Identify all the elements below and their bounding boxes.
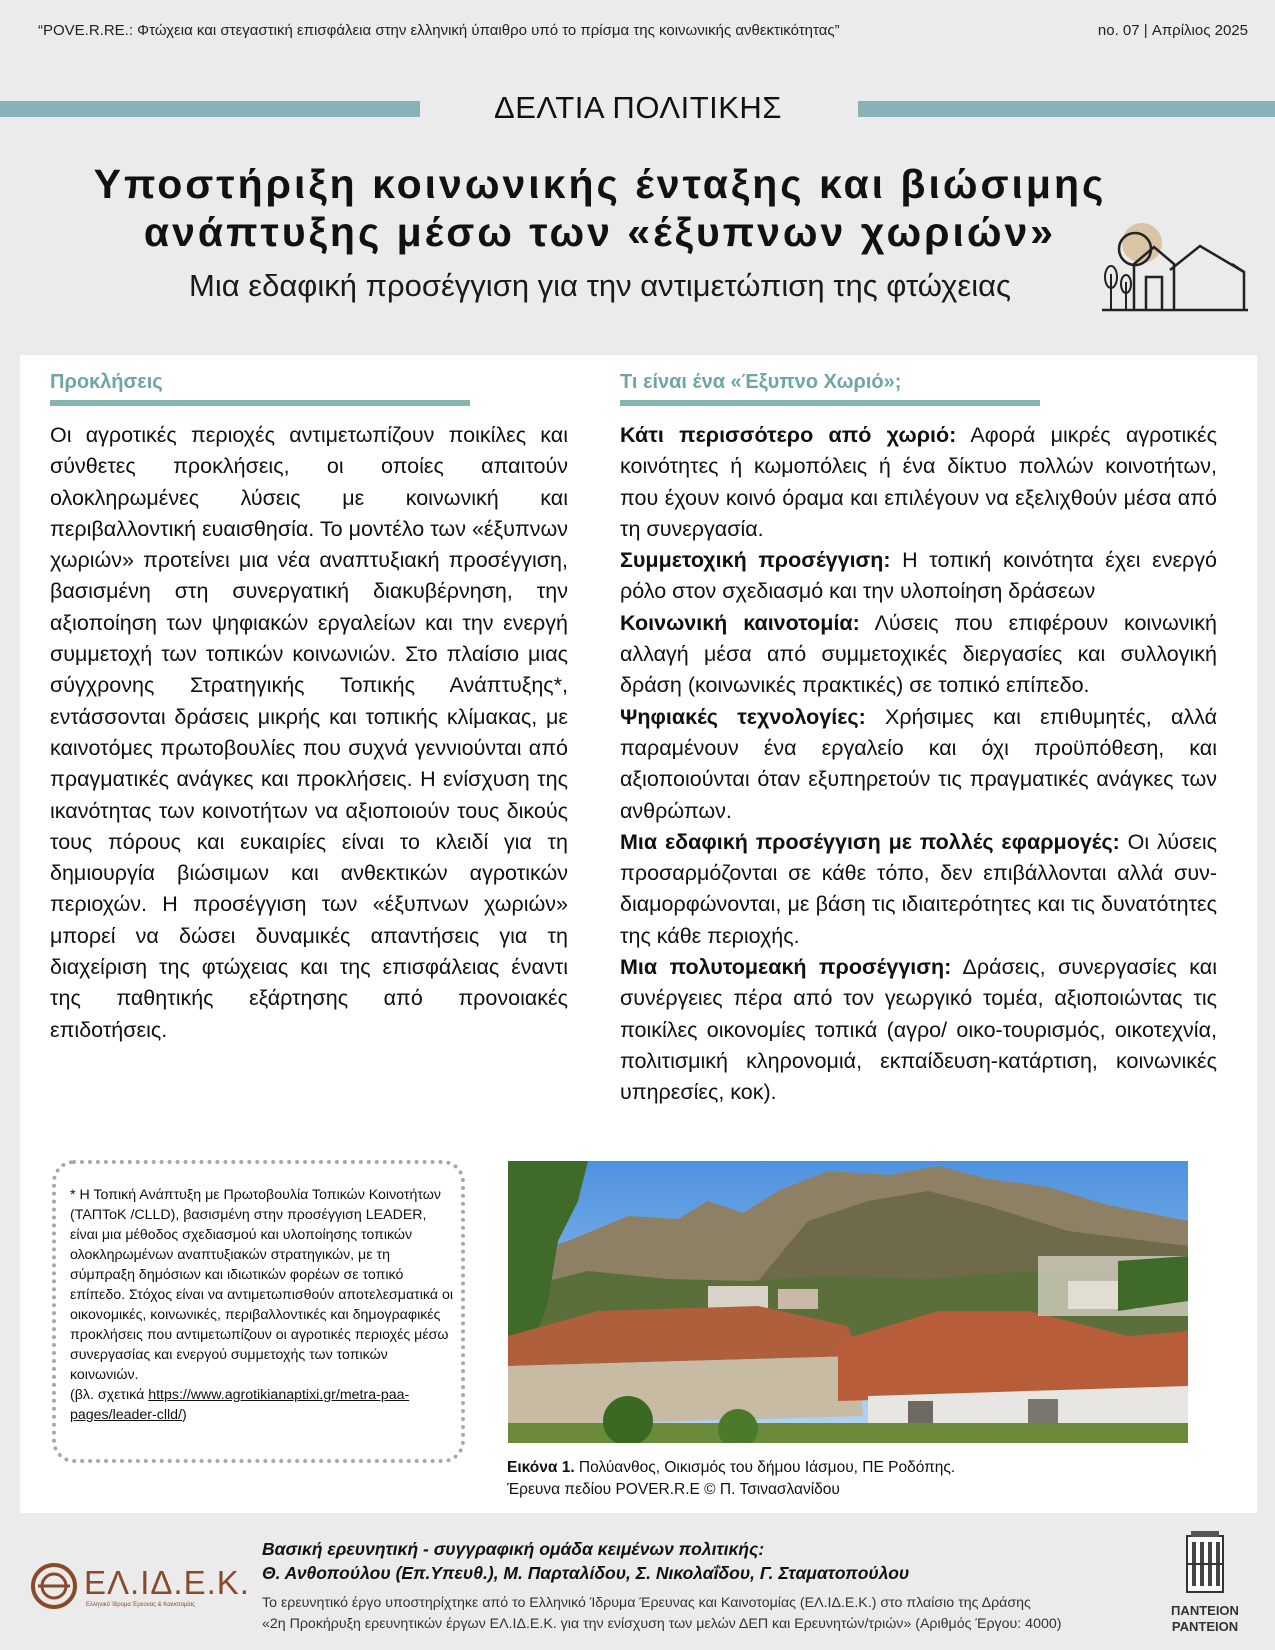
page-title-line2: ανάπτυξης μέσω των «έξυπνων χωριών» — [143, 209, 1057, 255]
elidek-emblem-icon — [30, 1562, 78, 1610]
definition-item — [620, 827, 1217, 952]
figure-label: Εικόνα 1. — [507, 1459, 575, 1476]
banner-title: ΔΕΛΤΙΑ ΠΟΛΙΤΙΚΗΣ — [494, 90, 782, 125]
figure-caption — [507, 1457, 1207, 1501]
footnote-text — [70, 1185, 455, 1425]
footnote-ref-prefix: (βλ. σχετικά — [70, 1387, 149, 1403]
definition-text: Δράσεις, συνεργασίες και συνέργειες πέρα από τον γεωργικό τομέα, αξιοποιώντας τις ποικίλες οικονομίες τοπικά (αγρο/ οικο-τουρισμός, οικοτεχνία, πολιτισμική κληρονομιά, εκπαίδευση-κατάρτιση, κοινωνικές υπηρεσίες, κοκ). — [620, 955, 1217, 1105]
panteion-name-latin: ΡΑΝΤΕΙΟΝ — [1171, 1619, 1239, 1634]
left-column-paragraph: Οι αγροτικές περιοχές αντιμετωπίζουν ποικίλες και σύνθετες προκλήσεις, οι οποίες απαιτούν ολοκληρωμένες λύσεις με κοινωνική και περιβαλλοντική ευαισθησία. Το μοντέλο των «έξυπνων χωριών» προτείνει μια νέα αναπτυξιακή προσέγγιση, βασισμένη στη συνεργατική διακυβέρνηση, την αξιοποίηση των ψηφιακών εργαλείων και την ενεργή συμμετοχή των τοπικών κοινωνιών. Στο πλαίσιο μιας σύγχρονης Στρατηγικής Τοπικής Ανάπτυξης*, εντάσσονται δράσεις μικρής και τοπικής κλίμακας, με καινοτόμες πρωτοβουλίες που συχνά γεννιούνται από πραγματικές ανάγκες και προκλήσεις. Η ενίσχυση της ικανότητας των κοινοτήτων να αξιοποιούν τους δικούς τους πόρους και ευκαιρίες είναι το κλειδί για τη δημιουργία βιώσιμων και ανθεκτικών αγροτικών περιοχών. Η προσέγγιση των «έξυπνων χωριών» μπορεί να δώσει δυναμικές απαντήσεις για τη διαχείριση της φτώχειας και της επισφάλειας έναντι της παθητικής εξάρτησης από προνοιακές επιδοτήσεις. — [50, 423, 568, 1042]
header-bar-right — [858, 101, 1275, 117]
definition-item — [620, 608, 1217, 702]
right-column-heading: Τι είναι ένα «Έξυπνο Χωριό»; — [620, 371, 902, 393]
left-heading-rule — [50, 400, 470, 406]
right-heading-rule — [620, 400, 1040, 406]
definition-term: Μια εδαφική προσέγγιση με πολλές εφαρμογές: — [620, 829, 1120, 854]
panteion-emblem-icon — [1183, 1530, 1227, 1596]
definition-item — [620, 420, 1217, 545]
definition-text: Η τοπική κοινότητα έχει ενεργό ρόλο στον σχεδιασμό και την υλοποίηση δράσεων — [620, 548, 1217, 604]
research-team — [262, 1537, 909, 1585]
figure-caption-text: Πολύανθος, Οικισμός του δήμου Ιάσμου, ΠΕ Ροδόπης. — [574, 1459, 956, 1476]
definition-text: Οι λύσεις προσαρμόζονται σε κάθε τόπο, δεν επιβάλλονται αλλά συν-διαμορφώνονται, με βάση τις ιδιαιτερότητες και τις δυνατότητες της κάθε περιοχής. — [620, 829, 1218, 948]
page-title-line1: Υποστήριξη κοινωνικής ένταξης και βιώσιμης — [93, 161, 1107, 207]
left-column-body — [50, 420, 568, 1046]
definition-item — [620, 952, 1217, 1108]
elidek-subtitle: Ελληνικό Ίδρυμα Έρευνας & Καινοτομίας — [86, 1602, 196, 1608]
header-bar-left — [0, 101, 420, 117]
definition-term: Κοινωνική καινοτομία: — [620, 610, 860, 635]
funding-line-2: «2η Προκήρυξη ερευνητικών έργων ΕΛ.ΙΔ.Ε.Κ. για την ενίσχυση των μελών ΔΕΠ και Ερευνητών/τριών» (Αριθμός Έργου: 4000) — [262, 1616, 1062, 1632]
definition-item — [620, 545, 1217, 608]
right-column-body — [620, 420, 1217, 1109]
definition-text: Χρήσιμες και επιθυμητές, αλλά παραμένουν ένα εργαλείο και όχι προϋπόθεση, και αξιοποιούνται όταν εξυπηρετούν τις πραγματικές ανάγκες των ανθρώπων. — [620, 704, 1218, 823]
definition-item — [620, 702, 1217, 827]
footnote-body: * Η Τοπική Ανάπτυξη με Πρωτοβουλία Τοπικών Κοινοτήτων (ΤΑΠΤοΚ /CLLD), βασισμένη στην προσέγγιση LEADER, είναι μια μέθοδος σχεδιασμού και υλοποίησης τοπικών ολοκληρωμένων αναπτυξιακών στρατηγικών, με τη σύμπραξη δημόσιων και ιδιωτικών φορέων σε τοπικό επίπεδο. Στόχος είναι να αντιμετωπισθούν αποτελεσματικά οι οικονομικές, κοινωνικές, περιβαλλοντικές και δημογραφικές προκλήσεις που αντιμετωπίζουν οι αγροτικές περιοχές μέσω συνεργασίας και ενεργού συμμετοχής των τοπικών κοινωνιών. — [70, 1187, 454, 1383]
figure-caption-line — [507, 1457, 1207, 1479]
panteion-text — [1165, 1603, 1245, 1635]
page-subtitle: Μια εδαφική προσέγγιση για την αντιμετώπιση της φτώχειας — [189, 268, 1011, 303]
funding-line-1: Το ερευνητικό έργο υποστηρίχτηκε από το Ελληνικό Ίδρυμα Έρευνας και Καινοτομίας (ΕΛ.ΙΔ.Ε.Κ.) στο πλαίσιο της Δράσης — [262, 1595, 1031, 1611]
definition-term: Μια πολυτομεακή προσέγγιση: — [620, 955, 952, 980]
definition-text: Λύσεις που επιφέρουν κοινωνική αλλαγή μέσα από συμμετοχικές διεργασίες και συλλογική δράση (κοινωνικές πρακτικές) σε τοπικό επίπεδο. — [620, 610, 1217, 698]
left-column-heading: Προκλήσεις — [50, 371, 163, 393]
village-icon — [1100, 222, 1250, 312]
definition-term: Ψηφιακές τεχνολογίες: — [620, 704, 866, 729]
elidek-name: ΕΛ.ΙΔ.Ε.Κ. — [84, 1564, 250, 1601]
project-title: “POVE.R.RE.: Φτώχεια και στεγαστική επισφάλεια στην ελληνική ύπαιθρο υπό το πρίσμα της κοινωνικής ανθεκτικότητας” — [38, 22, 840, 39]
definition-term: Συμμετοχική προσέγγιση: — [620, 548, 891, 573]
leader-clld-link[interactable]: https://www.agrotikianaptixi.gr/metra-paa-pages/leader-clld/ — [70, 1387, 410, 1423]
definition-text: Αφορά μικρές αγροτικές κοινότητες ή κωμοπόλεις ή ένα δίκτυο πολλών κοινοτήτων, που έχουν κοινό όραμα και επιλέγουν να εξελιχθούν μέσα από τη συνεργασία. — [620, 423, 1217, 541]
research-team-names: Θ. Ανθοπούλου (Επ.Υπευθ.), Μ. Παρταλίδου, Σ. Νικολαΐδου, Γ. Σταματοπούλου — [262, 1563, 910, 1583]
research-team-heading: Βασική ερευνητική - συγγραφική ομάδα κειμένων πολιτικής: — [262, 1539, 765, 1559]
panteion-logo — [1165, 1530, 1245, 1640]
issue-number: no. 07 | Απρίλιος 2025 — [1097, 22, 1248, 39]
definition-term: Κάτι περισσότερο από χωριό: — [620, 423, 957, 447]
figure-credit: Έρευνα πεδίου POVER.R.E © Π. Τσινασλανίδου — [507, 1481, 840, 1498]
panteion-name: ΠΑΝΤΕΙΟΝ — [1171, 1603, 1239, 1618]
village-photo — [508, 1161, 1188, 1443]
page-title — [40, 160, 1160, 256]
footnote-ref-suffix: ) — [182, 1407, 187, 1423]
funding-note — [262, 1593, 1061, 1635]
